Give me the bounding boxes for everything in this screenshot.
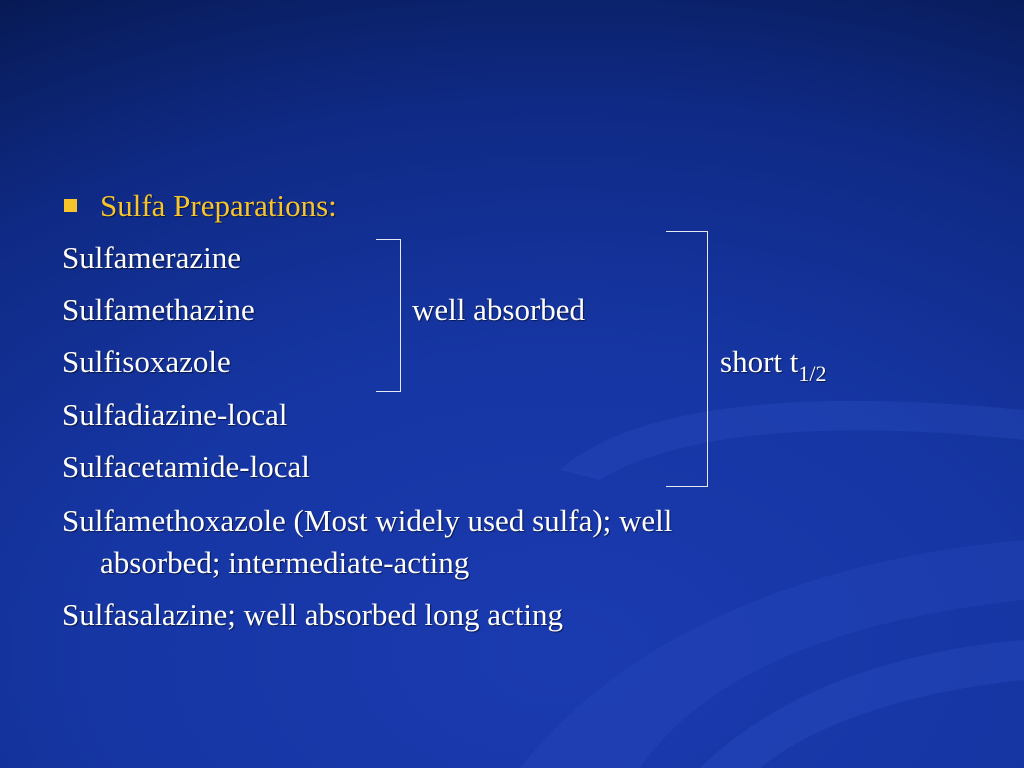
slide-heading: Sulfa Preparations: [100, 188, 337, 223]
half-life-subscript: 1/2 [798, 361, 827, 386]
drug-sulfasalazine: Sulfasalazine; well absorbed long acting [62, 597, 564, 632]
drug-sulfadiazine: Sulfadiazine-local [62, 397, 288, 432]
drug-sulfamethoxazole-continuation: absorbed; intermediate-acting [100, 545, 470, 580]
short-t-label: short t [720, 344, 799, 379]
bracket-short-half-life [666, 231, 708, 487]
annotation-well-absorbed: well absorbed [412, 292, 586, 327]
annotation-short-half-life [720, 344, 827, 386]
drug-sulfamethazine: Sulfamethazine [62, 292, 255, 327]
bullet-square-icon [64, 199, 77, 212]
drug-sulfamethoxazole: Sulfamethoxazole (Most widely used sulfa); well [62, 503, 673, 538]
bracket-well-absorbed [376, 239, 401, 392]
drug-sulfamerazine: Sulfamerazine [62, 240, 242, 275]
drug-sulfisoxazole: Sulfisoxazole [62, 344, 231, 379]
drug-sulfacetamide: Sulfacetamide-local [62, 449, 310, 484]
